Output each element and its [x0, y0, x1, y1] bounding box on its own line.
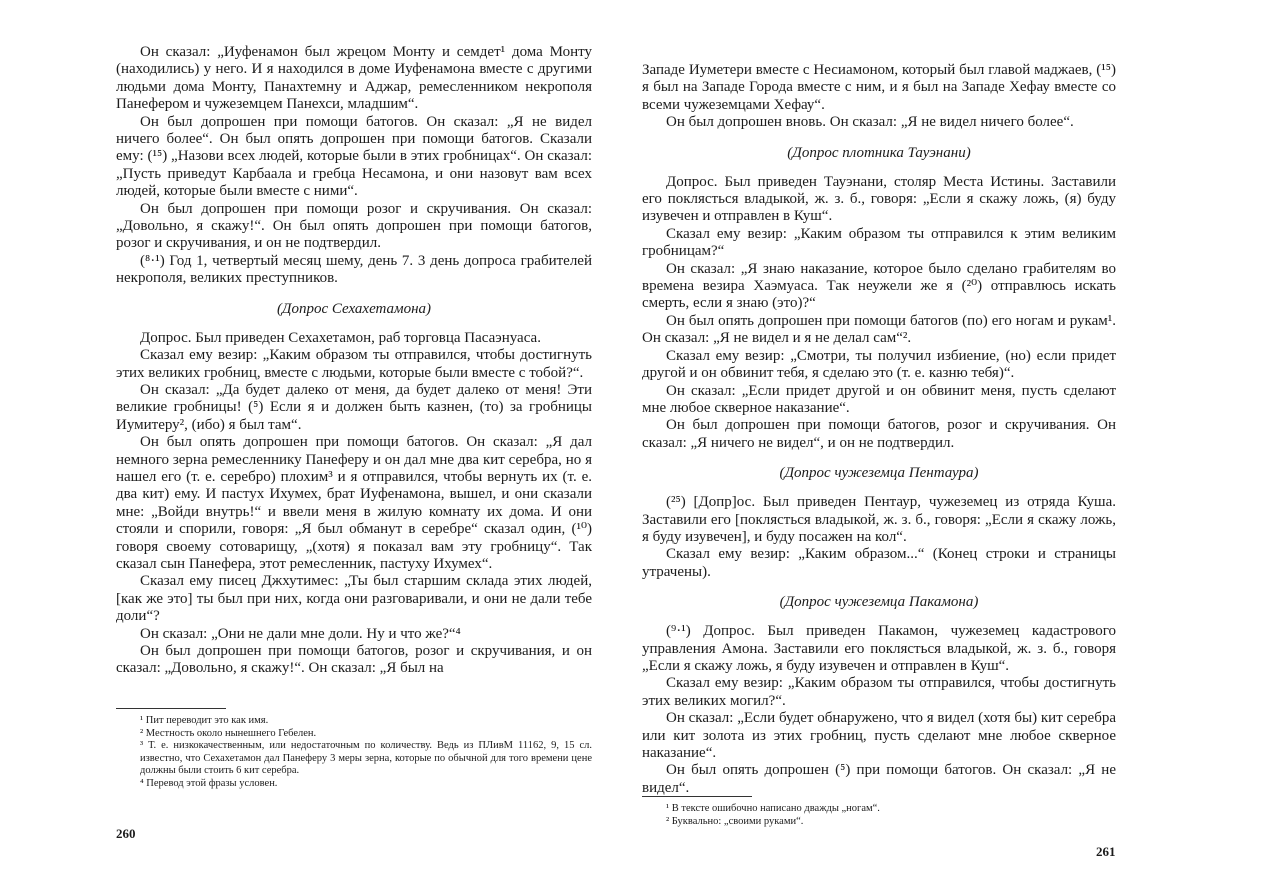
paragraph: Он сказал: „Да будет далеко от меня, да будет далеко от меня! Эти великие гробницы! (⁵) Если я и должен быть казнен, (то) за гробницы Иумитеру², (ибо) я был там“.: [116, 381, 592, 433]
footnote-rule: [116, 708, 226, 709]
paragraph: Он сказал: „Если будет обнаружено, что я видел (хотя бы) кит серебра или кит золота из этих гробниц, пусть сделают мне любое скверное наказание“.: [642, 710, 1116, 761]
paragraph: Допрос. Был приведен Сехахетамон, раб торговца Пасаэнуаса.: [140, 329, 541, 346]
paragraph: Он сказал: „Иуфенамон был жрецом Монту и семдет¹ дома Монту (находились) у него. И я находился в доме Иуфенамона вместе с другими людьми дома Монту, Панахтемну и Аджар, ремесленником некрополя Панефером и чужеземцем Панехси, младшим“.: [116, 44, 592, 113]
left-text-column: [116, 44, 592, 678]
paragraph: Он был допрошен при помощи батогов, розог и скручивания. Он сказал: „Я ничего не видел“, и он не подтвердил.: [642, 417, 1116, 451]
footnote: ⁴ Перевод этой фразы условен.: [140, 777, 278, 789]
footnote: ² Местность около нынешнего Гебелен.: [140, 727, 317, 739]
section-heading: (Допрос плотника Тауэнани): [787, 144, 971, 161]
footnote: ² Буквально: „своими руками“.: [666, 815, 804, 827]
section-heading: (Допрос чужеземца Пентаура): [779, 465, 979, 482]
paragraph: (⁹·¹) Допрос. Был приведен Пакамон, чужеземец кадастрового управления Амона. Заставили его поклясться владыкой, ж. з. б., говоря „Если я скажу ложь, я буду изувечен и отправлен в Куш“.: [642, 623, 1116, 674]
paragraph: (²⁵) [Допр]ос. Был приведен Пентаур, чужеземец из отряда Куша. Заставили его [поклясться владыкой, ж. з. б., говоря: „Если я скажу ложь, я буду изувечен], и буду посажен на кол“.: [642, 494, 1116, 545]
paragraph: Сказал ему везир: „Смотри, ты получил избиение, (но) если придет другой и он обвинит тебя, я сделаю это (т. е. казню тебя)“.: [642, 347, 1116, 382]
paragraph: Он был допрошен вновь. Он сказал: „Я не видел ничего более“.: [666, 114, 1074, 131]
right-footnotes: [642, 796, 1116, 828]
paragraph: Он был допрошен при помощи батогов, розог и скручивания, и он сказал: „Довольно, я скажу!“. Он сказал: „Я был на: [116, 643, 592, 677]
paragraph: Он сказал: „Я знаю наказание, которое было сделано грабителям во времена везира Хаэмуаса. Так неужели же я (²⁰) отправлюсь искать смерть, если я знаю (это)?“: [642, 260, 1116, 312]
footnote: ¹ В тексте ошибочно написано дважды „ногам“.: [666, 803, 880, 814]
paragraph: Он был допрошен при помощи батогов. Он сказал: „Я не видел ничего более“. Он был опять допрошен при помощи батогов. Сказали ему: (¹⁵) „Назови всех людей, которые были в этих гробницах“. Он сказал: „Пусть приведут Карбаала и гребца Несамона, и они назовут вам всех людей, которые были вместе с ними“.: [116, 113, 592, 200]
left-footnotes: [116, 708, 592, 791]
paragraph: Сказал ему везир: „Каким образом ты отправился, чтобы достигнуть этих великих могил?“.: [642, 675, 1116, 709]
paragraph: Сказал ему везир: „Каким образом ты отправился, чтобы достигнуть этих великих гробниц, вместе с людьми, которые были вместе с тобой?“.: [116, 347, 592, 381]
page-number: 261: [1096, 844, 1116, 859]
paragraph: Допрос. Был приведен Тауэнани, столяр Места Истины. Заставили его поклясться владыкой, ж. з. б., говоря: „Если я скажу ложь, (я) буду изувечен и отправлен в Куш“.: [642, 173, 1116, 225]
paragraph: Он был опять допрошен при помощи батогов (по) его ногам и рукам¹. Он сказал: „Я не видел и я не делал сам“².: [642, 312, 1116, 347]
paragraph: Он был допрошен при помощи розог и скручивания. Он сказал: „Довольно, я скажу!“. Он был опять допрошен при помощи батогов, розог и скручивания, и он не подтвердил.: [116, 200, 592, 252]
page-number: 260: [116, 826, 136, 841]
paragraph: Западе Иуметери вместе с Несиамоном, который был главой маджаев, (¹⁵) я был на Западе Города вместе с ним, и я был на Западе Хефау вместе со всеми чужеземцами Хефау“.: [642, 62, 1116, 113]
paragraph: Он сказал: „Если придет другой и он обвинит меня, пусть сделают мне любое скверное наказание“.: [642, 382, 1116, 416]
section-heading: (Допрос Сехахетамона): [276, 300, 432, 317]
section-heading: (Допрос чужеземца Пакамона): [779, 594, 979, 611]
paragraph: Сказал ему везир: „Каким образом...“ (Конец строки и страницы утрачены).: [642, 546, 1116, 580]
right-text-column: [642, 62, 1116, 797]
paragraph: Сказал ему писец Джхутимес: „Ты был старшим склада этих людей, [как же это] ты был при них, когда они разговаривали, и они не дали тебе доли“?: [116, 573, 592, 625]
paragraph: Он был опять допрошен (⁵) при помощи батогов. Он сказал: „Я не видел“.: [642, 762, 1116, 796]
paragraph: (⁸·¹) Год 1, четвертый месяц шему, день 7. 3 день допроса грабителей некрополя, великих преступников.: [116, 252, 592, 287]
paragraph: Сказал ему везир: „Каким образом ты отправился к этим великим гробницам?“: [642, 225, 1116, 260]
footnote: ¹ Пит переводит это как имя.: [140, 715, 269, 726]
footnote: ³ Т. е. низкокачественным, или недостаточным по количеству. Ведь из ПЛивМ 11162, 9, 15 сл. известно, что Сехахетамон дал Панеферу 3 меры зерна, которые по обычной для того времени цене должны были стоить 6 кит серебра.: [140, 740, 592, 777]
paragraph: Он был опять допрошен при помощи батогов. Он сказал: „Я дал немного зерна ремесленнику Панеферу и он дал мне два кит серебра, но я нашел его (т. е. серебро) плохим³ и я отправился, чтобы вернуть их (т. е. два кит) ему. И пастух Ихумех, брат Иуфенамона, вышел, и они сказали мне: „Войди внутрь!“ и ввели меня в жилую комнату их дома. И они стояли и спорили, говоря: „Я был обманут в серебре“ сказал один, (¹⁰) говоря своему сотоварищу, „(хотя) я показал вам эту гробницу“. Так сказал сын Панефера, этот ремесленник, пастуху Ихумех“.: [116, 434, 592, 572]
paragraph: Он сказал: „Они не дали мне доли. Ну и что же?“⁴: [140, 625, 461, 642]
footnote-rule: [642, 796, 752, 797]
